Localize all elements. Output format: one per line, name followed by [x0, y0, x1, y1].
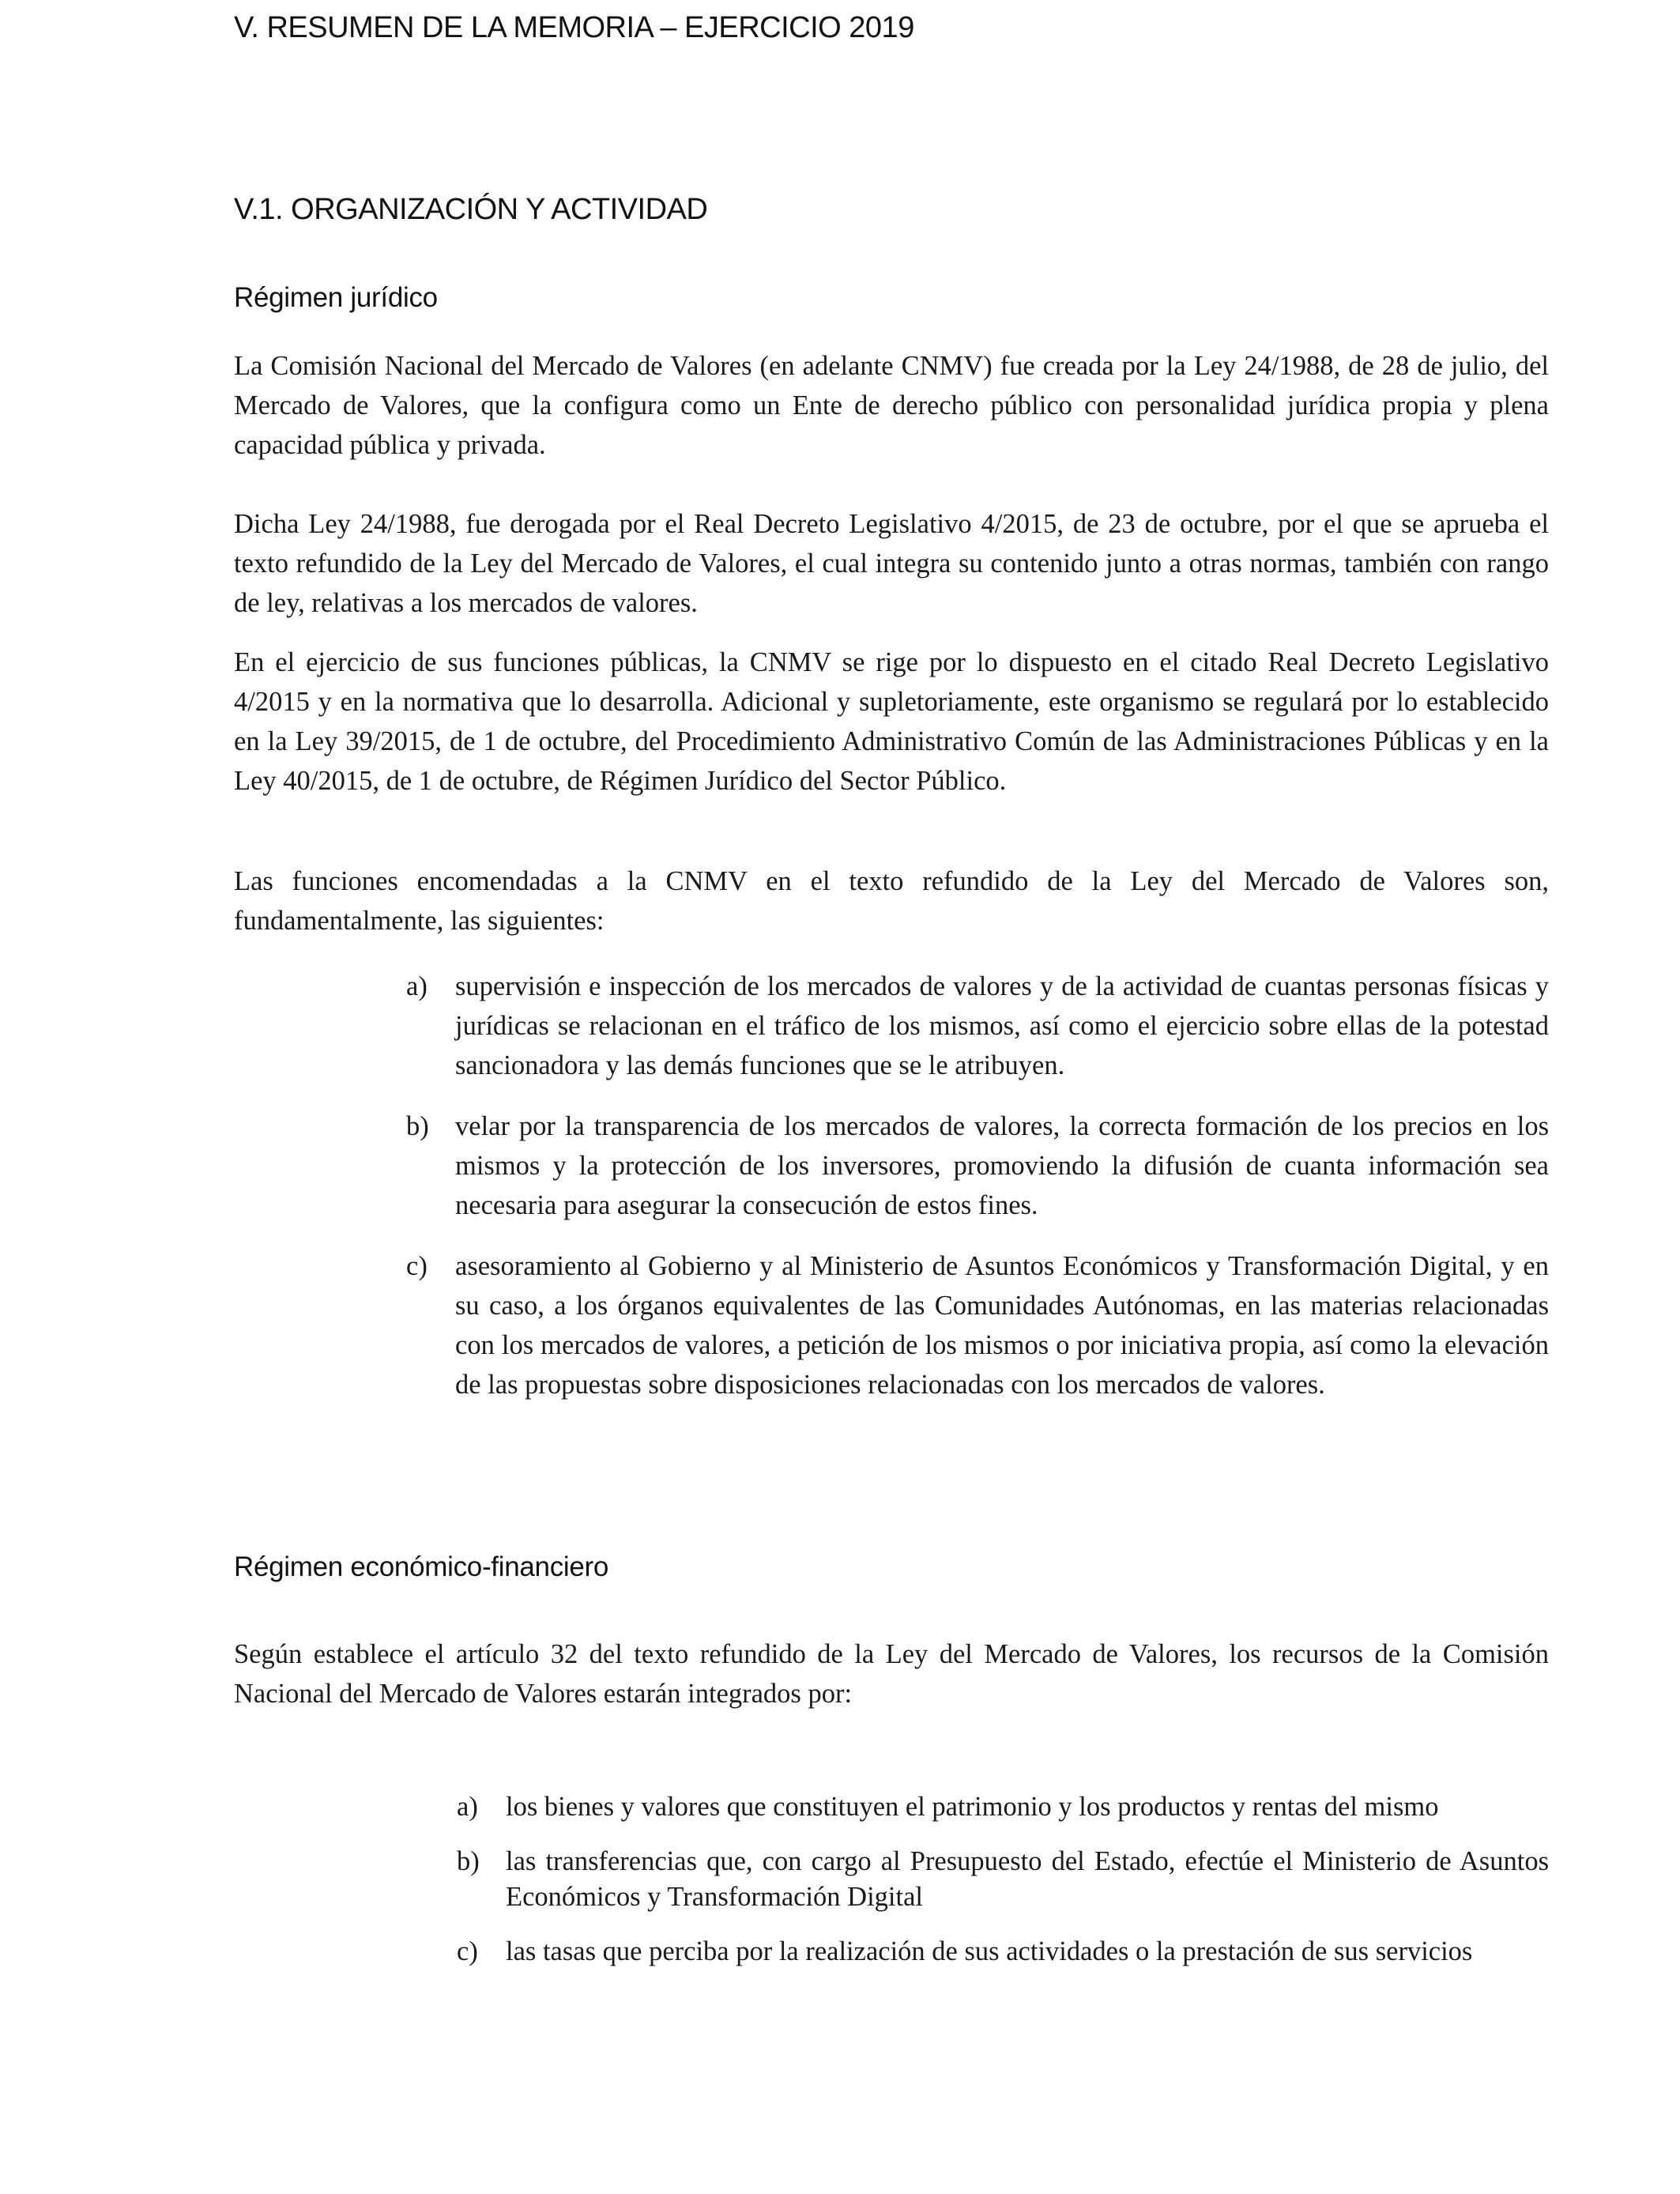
paragraph-4: Las funciones encomendadas a la CNMV en el texto refundido de la Ley del Mercado de Valores son, fundamentalmente, las siguientes: [234, 866, 1549, 936]
list-item [457, 1934, 1549, 1970]
list-item [406, 1246, 1549, 1404]
running-header: V. RESUMEN DE LA MEMORIA – EJERCICIO 2019 [234, 11, 914, 44]
list-item-text: asesoramiento al Gobierno y al Ministerio de Asuntos Económicos y Transformación Digital, y en su caso, a los órganos equivalentes de las Comunidades Autónomas, en las materias relacionadas con los mercados de valores, a petición de los mismos o por iniciativa propia, así como la elevación de las propuestas sobre disposiciones relacionadas con los mercados de valores. [455, 1251, 1549, 1400]
paragraph-2: Dicha Ley 24/1988, fue derogada por el Real Decreto Legislativo 4/2015, de 23 de octubre, por el que se aprueba el texto refundido de la Ley del Mercado de Valores, el cual integra su contenido junto a otras normas, también con rango de ley, relativas a los mercados de valores. [234, 509, 1549, 618]
list-item-text: los bienes y valores que constituyen el patrimonio y los productos y rentas del mismo [506, 1792, 1439, 1822]
list-marker: a) [457, 1792, 478, 1822]
resources-list [457, 1789, 1549, 1989]
list-marker: c) [406, 1251, 428, 1281]
list-marker: b) [457, 1846, 480, 1876]
paragraph-3: En el ejercicio de sus funciones públicas, la CNMV se rige por lo dispuesto en el citado Real Decreto Legislativo 4/2015 y en la normativa que lo desarrolla. Adicional y supletoriamente, este organismo se regulará por lo establecido en la Ley 39/2015, de 1 de octubre, del Procedimiento Administrativo Común de las Administraciones Públicas y en la Ley 40/2015, de 1 de octubre, de Régimen Jurídico del Sector Público. [234, 647, 1549, 796]
list-item [457, 1844, 1549, 1915]
subheading-regimen-economico: Régimen económico-financiero [234, 1551, 609, 1582]
list-item-text: las transferencias que, con cargo al Presupuesto del Estado, efectúe el Ministerio de Asuntos Económicos y Transformación Digital [506, 1846, 1549, 1912]
functions-list [406, 967, 1549, 1426]
paragraph-1: La Comisión Nacional del Mercado de Valores (en adelante CNMV) fue creada por la Ley 24/1988, de 28 de julio, del Mercado de Valores, que la configura como un Ente de derecho público con personalidad jurídica propia y plena capacidad pública y privada. [234, 351, 1549, 460]
list-item [406, 1106, 1549, 1225]
list-item-text: supervisión e inspección de los mercados de valores y de la actividad de cuantas personas físicas y jurídicas se relacionan en el tráfico de los mismos, así como el ejercicio sobre ellas de la potestad sancionadora y las demás funciones que se le atribuyen. [455, 971, 1549, 1080]
list-marker: b) [406, 1111, 429, 1141]
list-item-text: velar por la transparencia de los mercados de valores, la correcta formación de los precios en los mismos y la protección de los inversores, promoviendo la difusión de cuanta información sea necesaria para asegurar la consecución de estos fines. [455, 1111, 1549, 1220]
section-title: V.1. ORGANIZACIÓN Y ACTIVIDAD [234, 193, 708, 226]
paragraph-5: Según establece el artículo 32 del texto refundido de la Ley del Mercado de Valores, los recursos de la Comisión Nacional del Mercado de Valores estarán integrados por: [234, 1639, 1549, 1709]
list-marker: c) [457, 1936, 478, 1966]
list-marker: a) [406, 971, 428, 1001]
list-item-text: las tasas que perciba por la realización de sus actividades o la prestación de sus servicios [506, 1936, 1473, 1966]
list-item [457, 1789, 1549, 1825]
list-item [406, 967, 1549, 1085]
subheading-regimen-juridico: Régimen jurídico [234, 282, 438, 313]
